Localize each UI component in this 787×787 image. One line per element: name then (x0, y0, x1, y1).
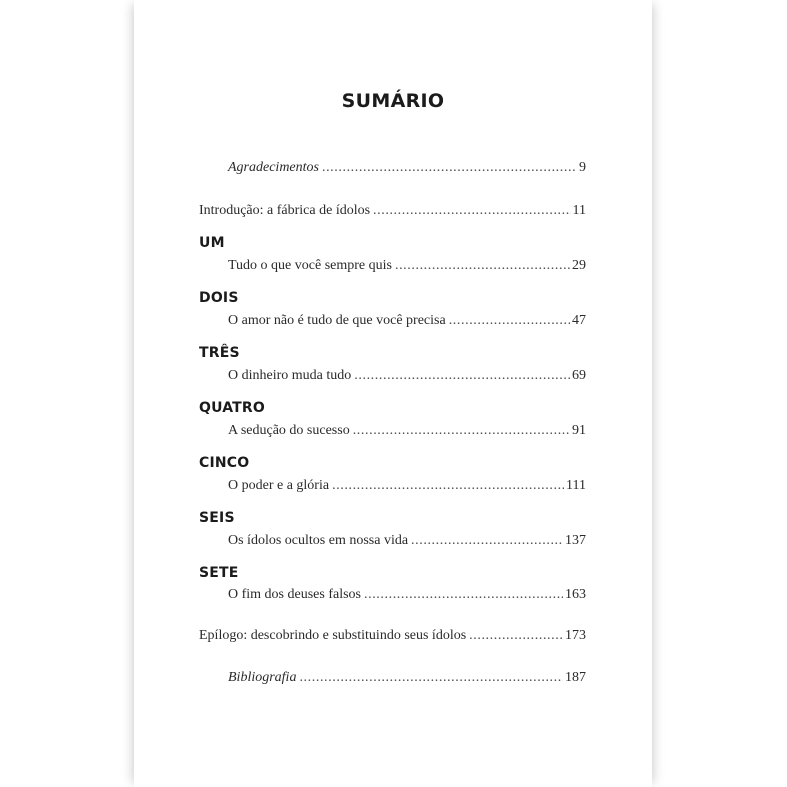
dot-leader (353, 423, 570, 439)
toc-page-number: 11 (572, 203, 586, 218)
toc-entry-label: Tudo o que você sempre quis (228, 258, 392, 273)
toc-page-number: 29 (572, 258, 586, 273)
dot-leader (364, 587, 563, 603)
dot-leader (354, 368, 570, 384)
chapter-number: QUATRO (199, 400, 266, 416)
chapter-number: UM (199, 235, 225, 251)
toc-entry-label: A sedução do sucesso (228, 423, 350, 438)
toc-entry-label: Introdução: a fábrica de ídolos (199, 203, 371, 218)
toc-page-number: 111 (566, 478, 586, 493)
toc-entry-label: O poder e a glória (228, 478, 330, 493)
toc-entry-label: Os ídolos ocultos em nossa vida (228, 533, 409, 548)
toc-entry-label: Agradecimentos (228, 160, 319, 175)
toc-entry-bibliography (228, 670, 586, 686)
toc-entry-chapter (228, 258, 586, 274)
dot-leader (411, 533, 563, 549)
chapter-number: SETE (199, 565, 239, 581)
dot-leader (373, 203, 570, 219)
toc-entry-label: Bibliografia (228, 670, 297, 685)
chapter-number: DOIS (199, 290, 239, 306)
chapter-number: SEIS (199, 510, 235, 526)
page-title: SUMÁRIO (341, 90, 445, 112)
dot-leader (322, 160, 577, 176)
dot-leader (299, 670, 563, 686)
dot-leader (395, 258, 570, 274)
toc-entry-chapter (228, 533, 586, 549)
toc-page-number: 137 (565, 533, 586, 548)
toc-entry-label: O dinheiro muda tudo (228, 368, 352, 383)
toc-entry-introduction (199, 203, 586, 219)
dot-leader (469, 628, 563, 644)
chapter-number: CINCO (199, 455, 250, 471)
toc-page-number: 173 (565, 628, 586, 643)
dot-leader (332, 478, 564, 494)
toc-entry-label: O amor não é tudo de que você precisa (228, 313, 446, 328)
toc-page-number: 163 (565, 587, 586, 602)
toc-page-number: 91 (572, 423, 586, 438)
book-page (134, 0, 652, 787)
toc-page-number: 187 (565, 670, 586, 685)
toc-page-number: 47 (572, 313, 586, 328)
toc-entry-chapter (228, 423, 586, 439)
toc-entry-chapter (228, 368, 586, 384)
toc-entry-acknowledgments (228, 160, 586, 176)
toc-entry-chapter (228, 313, 586, 329)
toc-entry-epilogue (199, 628, 586, 644)
toc-entry-chapter (228, 478, 586, 494)
toc-page-number: 69 (572, 368, 586, 383)
toc-entry-label: O fim dos deuses falsos (228, 587, 361, 602)
toc-entry-chapter (228, 587, 586, 603)
toc-page-number: 9 (579, 160, 586, 175)
toc-entry-label: Epílogo: descobrindo e substituindo seus ídolos (199, 628, 467, 643)
chapter-number: TRÊS (199, 345, 240, 361)
dot-leader (449, 313, 570, 329)
